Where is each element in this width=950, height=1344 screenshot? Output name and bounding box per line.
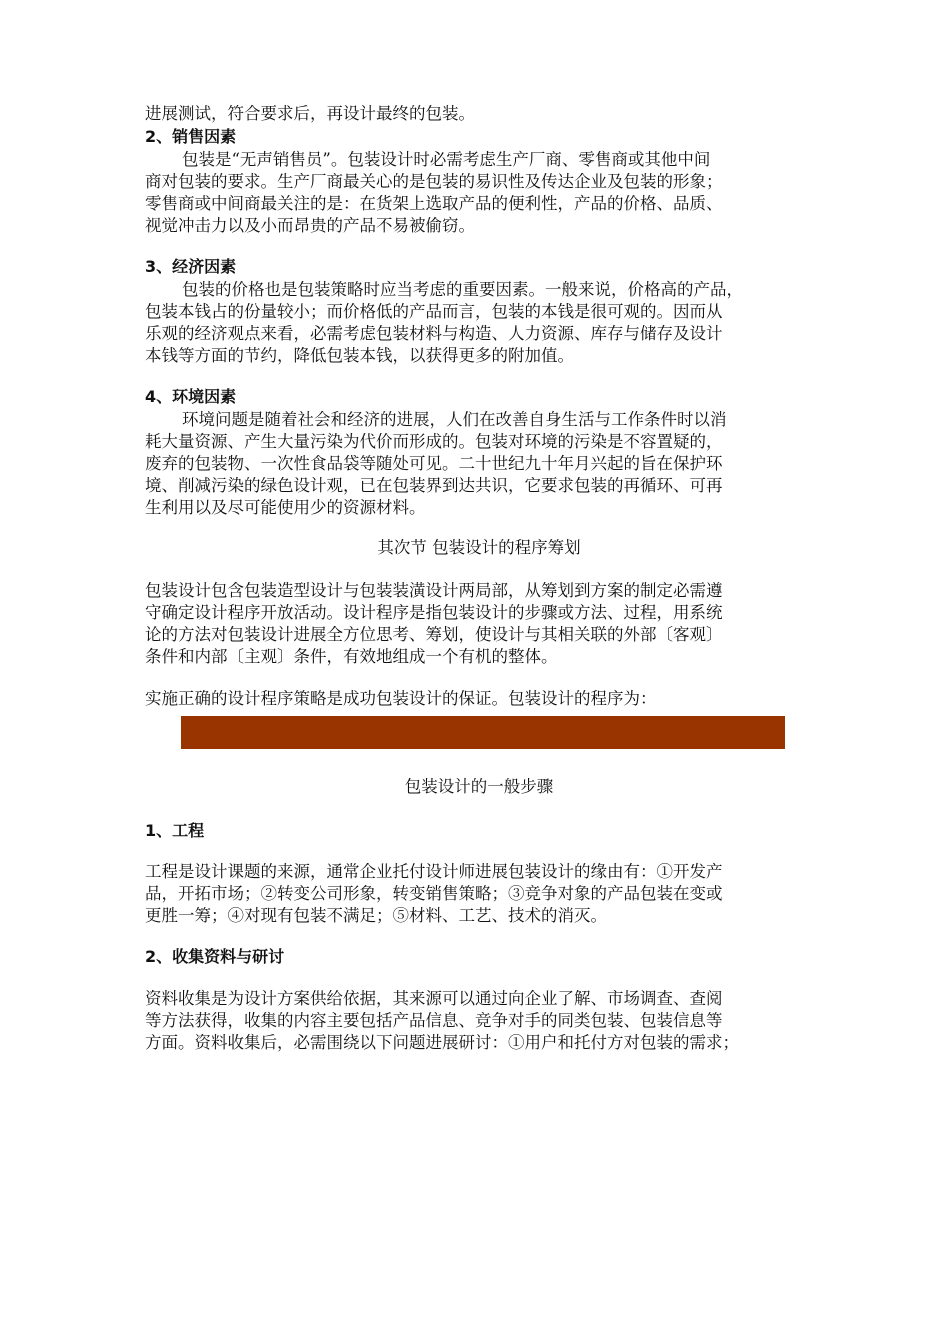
environment-factor-heading: 4、环境因素 [145,387,237,406]
text-line: 论的方法对包装设计进展全方位思考、筹划，使设计与其相关联的外部〔客观〕 [145,625,723,644]
economic-factor-paragraph [145,279,813,367]
step-2-paragraph [145,988,813,1054]
text-line: 包装的价格也是包装策略时应当考虑的重要因素。一般来说，价格高的产品， [182,280,743,299]
text-line: 环境问题是随着社会和经济的进展，人们在改善自身生活与工作条件时以消 [182,410,727,429]
text-line: 资料收集是为设计方案供给依据，其来源可以通过向企业了解、市场调查、查阅 [145,989,723,1008]
text-line: 乐观的经济观点来看，必需考虑包装材料与构造、人力资源、库存与储存及设计 [145,324,723,343]
text-line: 本钱等方面的节约，降低包装本钱，以获得更多的附加值。 [145,346,574,365]
text-line: 实施正确的设计程序策略是成功包装设计的保证。包装设计的程序为： [145,689,657,708]
text-line: 进展测试，符合要求后，再设计最终的包装。 [145,104,475,123]
text-line: 零售商或中间商最关注的是：在货架上选取产品的便利性，产品的价格、品质、 [145,194,723,213]
text-line: 废弃的包装物、一次性食品袋等随处可见。二十世纪九十年月兴起的旨在保护环 [145,454,723,473]
program-paragraph [145,580,813,668]
intro-paragraph [145,688,813,710]
text-line: 包装本钱占的份量较小；而价格低的产品而言，包装的本钱是很可观的。因而从 [145,302,723,321]
text-line: 耗大量资源、产生大量污染为代价而形成的。包装对环境的污染是不容置疑的， [145,432,723,451]
decorative-bar [181,716,785,749]
economic-factor-heading: 3、经济因素 [145,257,237,276]
text-line: 视觉冲击力以及小而昂贵的产品不易被偷窃。 [145,216,475,235]
text-line: 条件和内部〔主观〕条件，有效地组成一个有机的整体。 [145,647,558,666]
step-2-heading: 2、收集资料与研讨 [145,947,285,966]
text-line: 方面。资料收集后，必需围绕以下问题进展研讨：①用户和托付方对包装的需求； [145,1033,739,1052]
text-line: 工程是设计课题的来源，通常企业托付设计师进展包装设计的缘由有：①开发产 [145,862,723,881]
section-title: 其次节 包装设计的程序筹划 [377,538,581,557]
top-line [145,103,813,125]
step-1-paragraph [145,861,813,927]
sales-factor-heading: 2、销售因素 [145,127,237,146]
steps-title: 包装设计的一般步骤 [404,777,554,796]
text-line: 生利用以及尽可能使用少的资源材料。 [145,498,426,517]
text-line: 包装是“无声销售员”。包装设计时必需考虑生产厂商、零售商或其他中间 [182,150,711,169]
text-line: 商对包装的要求。生产厂商最关心的是包装的易识性及传达企业及包装的形象； [145,172,723,191]
environment-factor-paragraph [145,409,813,519]
text-line: 守确定设计程序开放活动。设计程序是指包装设计的步骤或方法、过程，用系统 [145,603,723,622]
text-line: 等方法获得，收集的内容主要包括产品信息、竞争对手的同类包装、包装信息等 [145,1011,723,1030]
sales-factor-paragraph [145,149,813,237]
text-line: 境、削减污染的绿色设计观，已在包装界到达共识，它要求包装的再循环、可再 [145,476,723,495]
text-line: 品，开拓市场；②转变公司形象，转变销售策略；③竞争对象的产品包装在变或 [145,884,723,903]
text-line: 更胜一筹；④对现有包装不满足；⑤材料、工艺、技术的消灭。 [145,906,607,925]
text-line: 包装设计包含包装造型设计与包装装潢设计两局部，从筹划到方案的制定必需遵 [145,581,723,600]
step-1-heading: 1、工程 [145,821,205,840]
